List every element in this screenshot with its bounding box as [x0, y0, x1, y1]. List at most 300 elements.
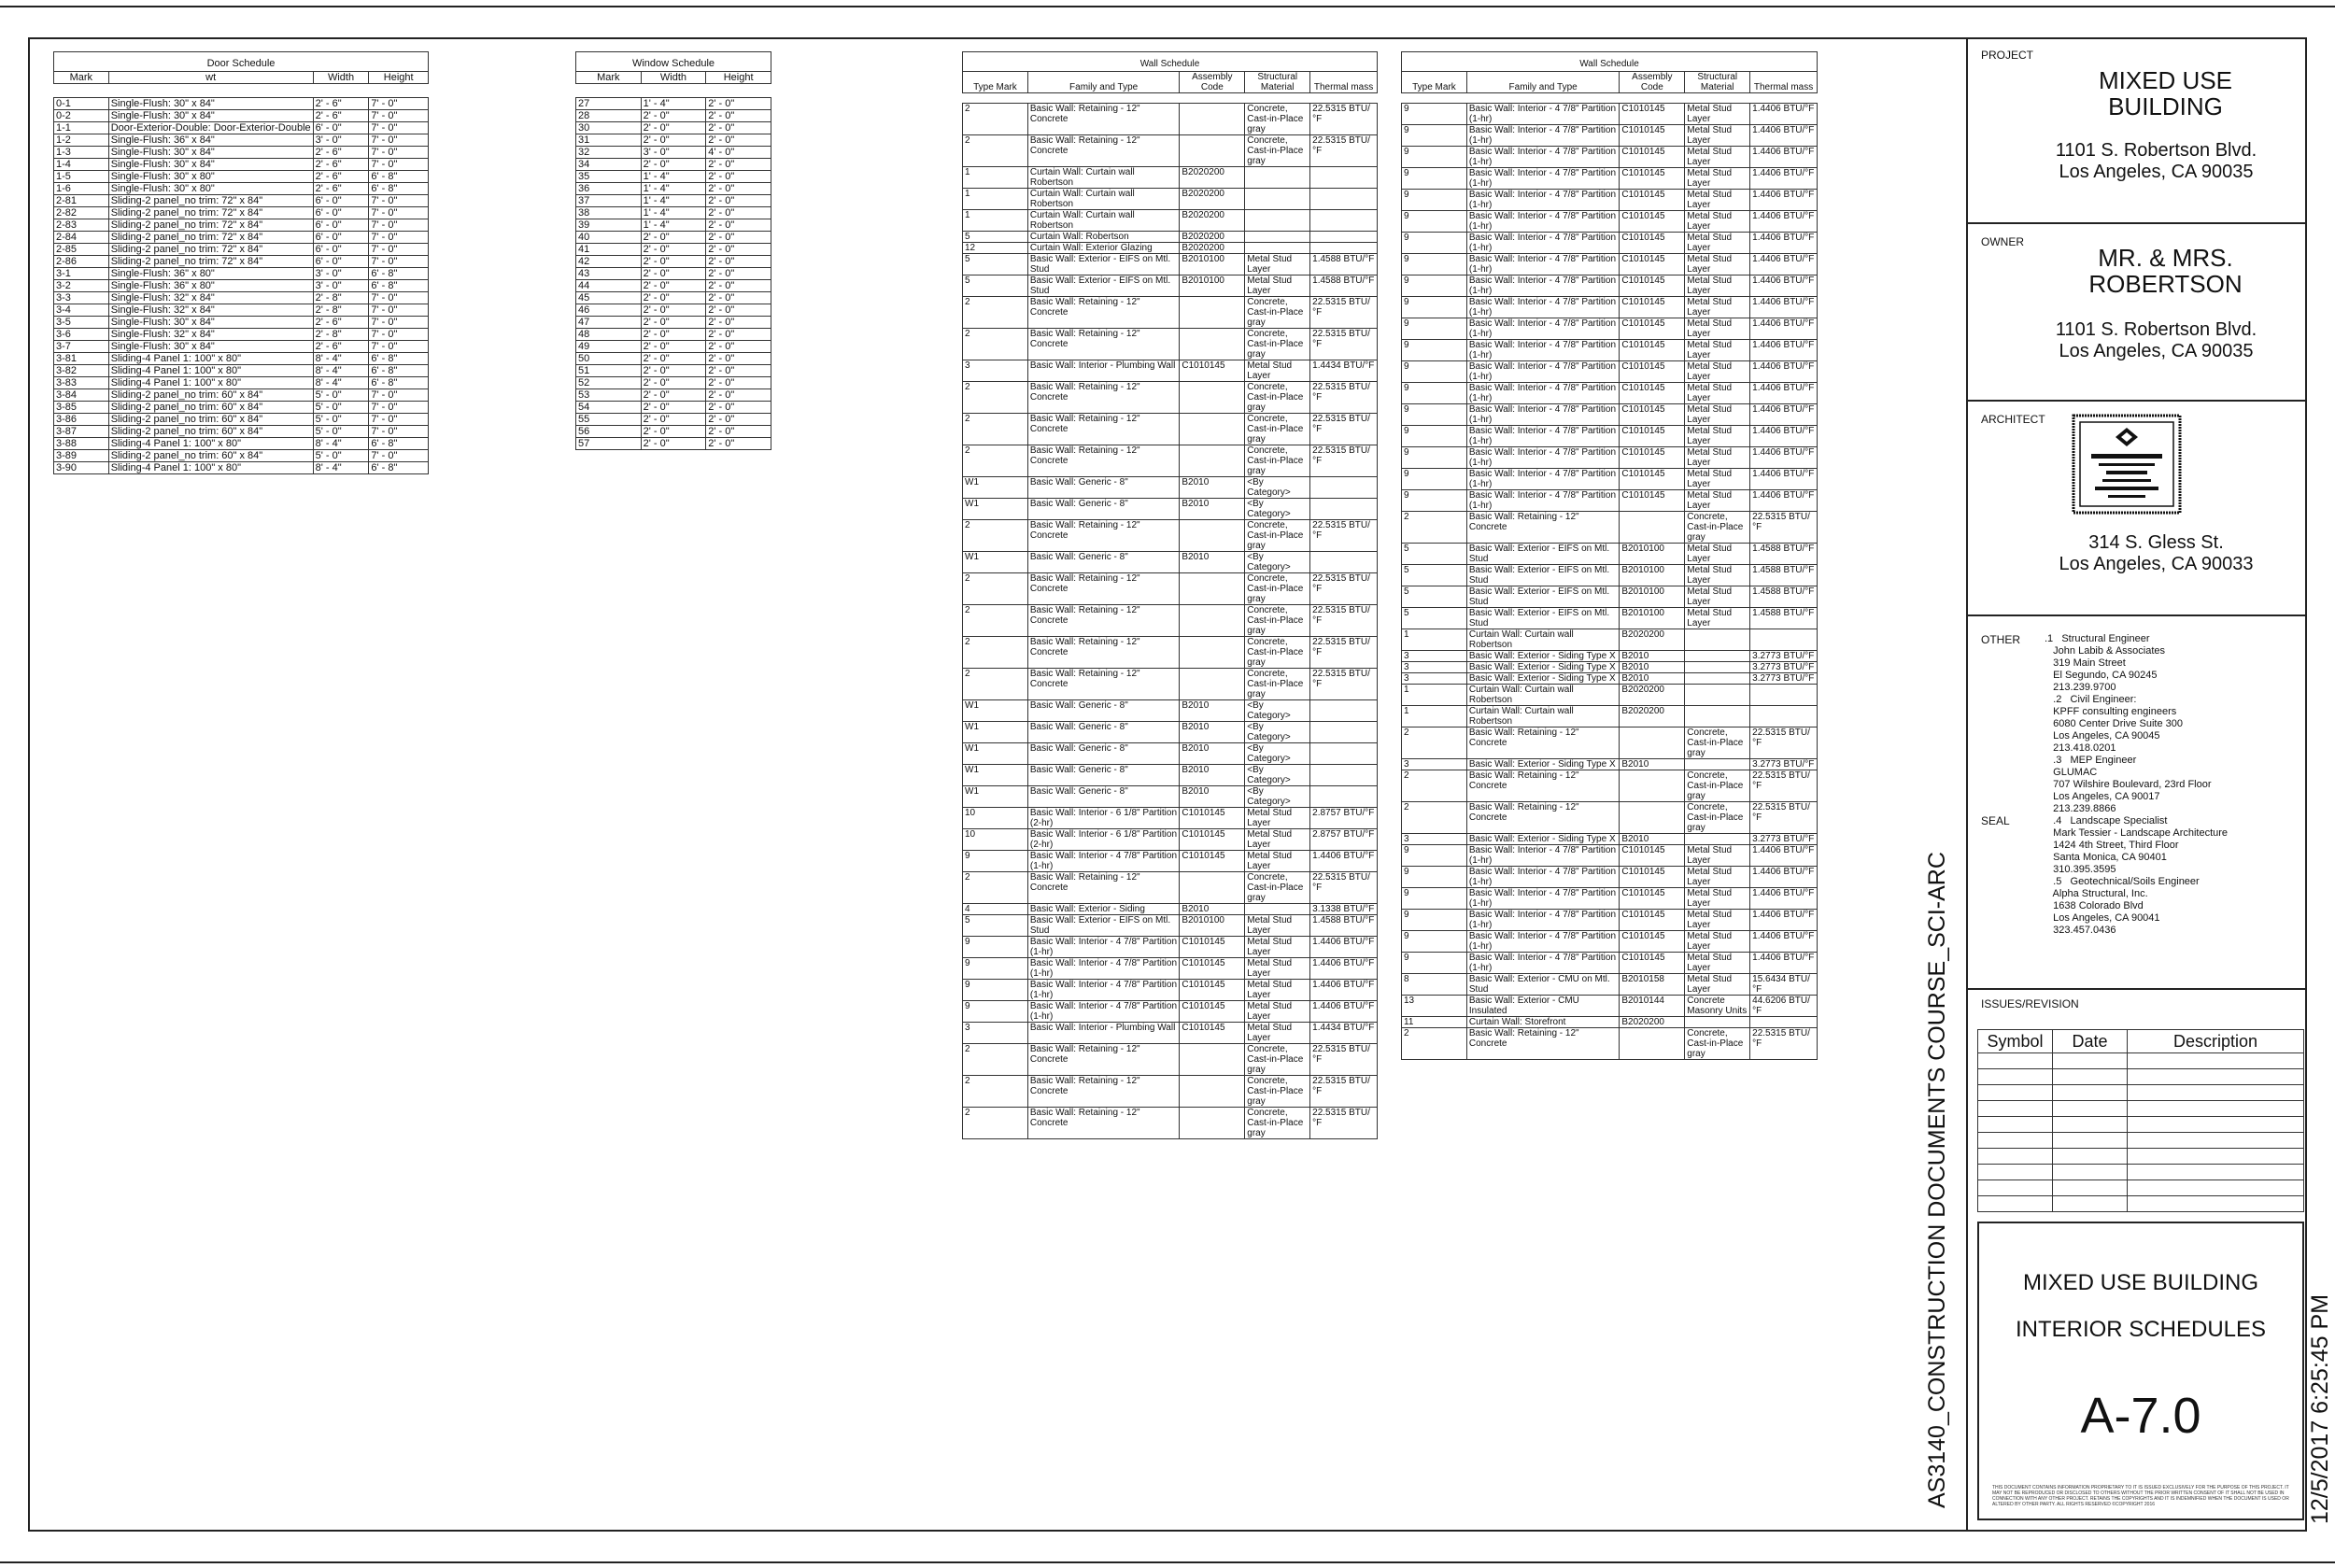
table-cell: 22.5315 BTU/°F: [1310, 135, 1378, 167]
table-cell: 1-6: [54, 183, 109, 195]
table-cell: Metal Stud Layer: [1685, 254, 1750, 275]
table-cell: 6' - 0": [313, 195, 369, 207]
table-row: [54, 268, 429, 280]
table-cell: 7' - 0": [369, 450, 429, 462]
table-cell: Basic Wall: Retaining - 12" Concrete: [1466, 1028, 1620, 1060]
table-cell: Basic Wall: Exterior - CMU on Mtl. Stud: [1466, 974, 1620, 996]
table-cell: [1685, 685, 1750, 706]
table-cell: C1010145: [1180, 851, 1245, 872]
table-cell: W1: [963, 765, 1028, 786]
table-cell: 6' - 0": [313, 232, 369, 244]
table-row: [1402, 297, 1818, 318]
table-cell: 32: [576, 147, 642, 159]
table-row: [963, 1108, 1378, 1139]
table-cell: 2' - 0": [641, 402, 706, 414]
table-row: [963, 275, 1378, 297]
table-cell: 22.5315 BTU/°F: [1750, 512, 1818, 544]
table-cell: 2' - 0": [706, 183, 771, 195]
table-cell: 1.4406 BTU/°F: [1750, 490, 1818, 512]
table-cell: Sliding-2 panel_no trim: 60" x 84": [108, 402, 313, 414]
table-cell: Sliding-2 panel_no trim: 72" x 84": [108, 207, 313, 219]
revision-cell: [2053, 1133, 2128, 1149]
table-cell: B2010: [1620, 662, 1685, 673]
table-cell: Basic Wall: Generic - 8": [1027, 786, 1180, 808]
table-row: [963, 743, 1378, 765]
table-row: [576, 341, 771, 353]
table-row: [1402, 673, 1818, 685]
table-cell: 2: [963, 329, 1028, 360]
table-row: [54, 256, 429, 268]
revision-row: [1978, 1149, 2304, 1165]
table-cell: [1180, 297, 1245, 329]
table-row: [576, 98, 771, 110]
table-cell: Single-Flush: 36" x 84": [108, 134, 313, 147]
table-cell: Sliding-2 panel_no trim: 60" x 84": [108, 389, 313, 402]
table-cell: Metal Stud Layer: [1245, 958, 1310, 980]
table-cell: 2-85: [54, 244, 109, 256]
wall2-header-thermal: Thermal mass: [1750, 72, 1818, 93]
revision-cell: [1978, 1101, 2053, 1117]
table-cell: Metal Stud Layer: [1685, 233, 1750, 254]
table-cell: Basic Wall: Interior - 4 7/8" Partition (1-hr): [1466, 275, 1620, 297]
table-cell: 9: [1402, 447, 1467, 469]
table-row: [963, 851, 1378, 872]
table-cell: [1750, 706, 1818, 727]
table-cell: Metal Stud Layer: [1685, 974, 1750, 996]
table-row: [963, 499, 1378, 520]
table-cell: 9: [1402, 340, 1467, 361]
table-cell: Metal Stud Layer: [1685, 297, 1750, 318]
table-cell: C1010145: [1620, 318, 1685, 340]
table-cell: 1.4406 BTU/°F: [1750, 275, 1818, 297]
table-cell: 55: [576, 414, 642, 426]
table-row: [963, 104, 1378, 135]
table-cell: Basic Wall: Interior - 4 7/8" Partition (1-hr): [1466, 867, 1620, 888]
table-cell: 2' - 8": [313, 292, 369, 304]
table-row: [54, 377, 429, 389]
table-row: [576, 329, 771, 341]
table-cell: Sliding-2 panel_no trim: 60" x 84": [108, 414, 313, 426]
table-cell: Metal Stud Layer: [1685, 340, 1750, 361]
table-row: [963, 605, 1378, 637]
table-cell: Metal Stud Layer: [1245, 937, 1310, 958]
table-cell: 1' - 4": [641, 98, 706, 110]
table-row: [963, 360, 1378, 382]
table-cell: 1.4406 BTU/°F: [1750, 125, 1818, 147]
table-cell: 1: [1402, 706, 1467, 727]
table-cell: Metal Stud Layer: [1685, 447, 1750, 469]
table-row: [1402, 953, 1818, 974]
table-cell: 38: [576, 207, 642, 219]
table-cell: [1310, 743, 1378, 765]
table-cell: 9: [1402, 275, 1467, 297]
table-cell: 56: [576, 426, 642, 438]
table-cell: B2010: [1180, 700, 1245, 722]
table-cell: 9: [1402, 867, 1467, 888]
table-cell: Basic Wall: Exterior - EIFS on Mtl. Stud: [1466, 544, 1620, 565]
table-cell: [1180, 135, 1245, 167]
window-schedule-title: Window Schedule: [576, 52, 771, 72]
table-cell: [1245, 232, 1310, 243]
architect-address-line-2: Los Angeles, CA 90033: [2059, 554, 2254, 574]
door-header-mark: Mark: [54, 72, 109, 84]
table-row: [1402, 586, 1818, 608]
table-cell: 2: [963, 297, 1028, 329]
table-cell: 40: [576, 232, 642, 244]
table-cell: Basic Wall: Retaining - 12" Concrete: [1027, 637, 1180, 669]
table-row: [576, 171, 771, 183]
revision-row: [1978, 1196, 2304, 1212]
table-cell: Basic Wall: Retaining - 12" Concrete: [1027, 1076, 1180, 1108]
sheet-bottom-line: [0, 1561, 2335, 1563]
table-cell: Metal Stud Layer: [1245, 275, 1310, 297]
revision-cell: [1978, 1117, 2053, 1133]
table-cell: Basic Wall: Interior - 4 7/8" Partition (1-hr): [1466, 953, 1620, 974]
table-cell: 27: [576, 98, 642, 110]
table-cell: 2: [963, 445, 1028, 477]
table-cell: Basic Wall: Retaining - 12" Concrete: [1027, 414, 1180, 445]
table-cell: 57: [576, 438, 642, 450]
table-cell: 2' - 0": [706, 207, 771, 219]
table-cell: B2010100: [1180, 254, 1245, 275]
table-cell: 2' - 0": [706, 402, 771, 414]
table-cell: 45: [576, 292, 642, 304]
table-cell: 9: [963, 958, 1028, 980]
table-cell: 1' - 4": [641, 171, 706, 183]
table-cell: Basic Wall: Interior - 4 7/8" Partition (1-hr): [1466, 404, 1620, 426]
table-cell: 3.2773 BTU/°F: [1750, 662, 1818, 673]
table-cell: C1010145: [1180, 980, 1245, 1001]
table-cell: 2: [1402, 802, 1467, 834]
table-cell: 1.4406 BTU/°F: [1750, 447, 1818, 469]
table-cell: 3-87: [54, 426, 109, 438]
table-cell: 7' - 0": [369, 122, 429, 134]
owner-address-line-1: 1101 S. Robertson Blvd.: [2055, 319, 2257, 340]
table-cell: 2: [963, 573, 1028, 605]
wall-schedule-table-1: [962, 51, 1378, 1139]
revision-row: [1978, 1165, 2304, 1180]
table-cell: Concrete, Cast-in-Place gray: [1685, 1028, 1750, 1060]
table-cell: C1010145: [1620, 211, 1685, 233]
table-cell: B2010100: [1620, 565, 1685, 586]
table-cell: 22.5315 BTU/°F: [1310, 382, 1378, 414]
table-cell: 3.2773 BTU/°F: [1750, 651, 1818, 662]
table-cell: Metal Stud Layer: [1245, 915, 1310, 937]
table-cell: C1010145: [1620, 383, 1685, 404]
table-row: [576, 256, 771, 268]
window-header-width: Width: [641, 72, 706, 84]
table-cell: Sliding-4 Panel 1: 100" x 80": [108, 377, 313, 389]
table-cell: Basic Wall: Retaining - 12" Concrete: [1027, 520, 1180, 552]
revision-cell: [2128, 1117, 2304, 1133]
revision-cell: [2128, 1069, 2304, 1085]
table-cell: 1.4406 BTU/°F: [1750, 953, 1818, 974]
table-cell: 2-81: [54, 195, 109, 207]
table-cell: 2' - 0": [706, 110, 771, 122]
table-cell: 1.4588 BTU/°F: [1750, 608, 1818, 629]
table-cell: 3: [1402, 651, 1467, 662]
table-row: [54, 122, 429, 134]
table-cell: 1-1: [54, 122, 109, 134]
table-cell: 5: [1402, 565, 1467, 586]
table-row: [1402, 565, 1818, 586]
table-cell: C1010145: [1620, 845, 1685, 867]
table-cell: [1180, 414, 1245, 445]
table-cell: 3: [1402, 662, 1467, 673]
table-cell: Curtain Wall: Curtain wall Robertson: [1027, 167, 1180, 189]
table-cell: 7' - 0": [369, 426, 429, 438]
table-cell: Metal Stud Layer: [1685, 953, 1750, 974]
table-cell: Sliding-2 panel_no trim: 72" x 84": [108, 256, 313, 268]
table-cell: 1.4406 BTU/°F: [1310, 937, 1378, 958]
table-cell: 6' - 0": [313, 122, 369, 134]
table-cell: B2010100: [1180, 275, 1245, 297]
table-cell: 2' - 0": [706, 341, 771, 353]
table-cell: 2' - 0": [641, 438, 706, 450]
table-cell: 1.4406 BTU/°F: [1750, 147, 1818, 168]
table-cell: W1: [963, 700, 1028, 722]
revision-cell: [2053, 1165, 2128, 1180]
table-cell: 8: [1402, 974, 1467, 996]
table-cell: B2010: [1180, 765, 1245, 786]
table-cell: 2: [1402, 512, 1467, 544]
table-cell: Concrete, Cast-in-Place gray: [1685, 802, 1750, 834]
wall-schedule-table-2: [1401, 51, 1818, 1060]
table-cell: Basic Wall: Interior - 4 7/8" Partition (1-hr): [1466, 147, 1620, 168]
revision-row: [1978, 1180, 2304, 1196]
table-cell: 1.4406 BTU/°F: [1750, 910, 1818, 931]
table-cell: Concrete, Cast-in-Place gray: [1685, 770, 1750, 802]
table-cell: 2' - 0": [706, 317, 771, 329]
table-row: [54, 280, 429, 292]
table-cell: 2' - 0": [641, 317, 706, 329]
table-cell: Basic Wall: Interior - 6 1/8" Partition (2-hr): [1027, 829, 1180, 851]
table-cell: C1010145: [1180, 808, 1245, 829]
table-row: [963, 722, 1378, 743]
table-cell: B2020200: [1180, 167, 1245, 189]
door-schedule-title: Door Schedule: [54, 52, 429, 72]
revision-cell: [1978, 1069, 2053, 1085]
table-cell: 2' - 0": [641, 377, 706, 389]
table-cell: <By Category>: [1245, 552, 1310, 573]
table-row: [963, 700, 1378, 722]
revision-row: [1978, 1117, 2304, 1133]
table-cell: 22.5315 BTU/°F: [1310, 445, 1378, 477]
table-cell: 9: [1402, 404, 1467, 426]
sheet-title-line-2: INTERIOR SCHEDULES: [2015, 1317, 2267, 1342]
table-row: [1402, 469, 1818, 490]
table-cell: Single-Flush: 30" x 84": [108, 147, 313, 159]
table-cell: 2' - 0": [706, 329, 771, 341]
table-cell: Basic Wall: Retaining - 12" Concrete: [1466, 512, 1620, 544]
table-cell: [1685, 706, 1750, 727]
table-row: [1402, 910, 1818, 931]
table-cell: [1310, 477, 1378, 499]
seal-label: SEAL: [1981, 814, 2010, 827]
table-cell: 2' - 0": [641, 389, 706, 402]
table-cell: 22.5315 BTU/°F: [1750, 802, 1818, 834]
table-row: [576, 232, 771, 244]
revision-section: [1968, 990, 2307, 1214]
table-row: [54, 426, 429, 438]
table-cell: [1180, 637, 1245, 669]
table-cell: Basic Wall: Interior - 4 7/8" Partition (1-hr): [1466, 845, 1620, 867]
table-cell: [1685, 651, 1750, 662]
table-cell: 1.4588 BTU/°F: [1750, 544, 1818, 565]
table-cell: 54: [576, 402, 642, 414]
wall-schedule-1-title: Wall Schedule: [963, 52, 1378, 72]
table-cell: W1: [963, 499, 1028, 520]
table-cell: C1010145: [1180, 1023, 1245, 1044]
table-cell: [1310, 765, 1378, 786]
table-cell: C1010145: [1620, 125, 1685, 147]
table-cell: 2' - 0": [641, 353, 706, 365]
table-cell: [1310, 232, 1378, 243]
table-cell: [1245, 210, 1310, 232]
table-cell: 2' - 8": [313, 329, 369, 341]
table-cell: 3.2773 BTU/°F: [1750, 834, 1818, 845]
window-header-mark: Mark: [576, 72, 642, 84]
table-cell: Basic Wall: Retaining - 12" Concrete: [1027, 104, 1180, 135]
table-cell: Concrete, Cast-in-Place gray: [1245, 1108, 1310, 1139]
table-row: [576, 207, 771, 219]
table-row: [1402, 190, 1818, 211]
door-header-width: Width: [313, 72, 369, 84]
other-label: OTHER: [1981, 633, 2020, 646]
table-cell: Basic Wall: Exterior - EIFS on Mtl. Stud: [1027, 275, 1180, 297]
table-cell: [1685, 673, 1750, 685]
table-cell: 22.5315 BTU/°F: [1310, 104, 1378, 135]
revision-cell: [2053, 1085, 2128, 1101]
table-cell: 2' - 0": [706, 195, 771, 207]
table-cell: 3.2773 BTU/°F: [1750, 673, 1818, 685]
table-cell: Basic Wall: Retaining - 12" Concrete: [1027, 573, 1180, 605]
table-cell: 2' - 0": [641, 292, 706, 304]
table-cell: C1010145: [1620, 931, 1685, 953]
table-cell: Single-Flush: 32" x 84": [108, 329, 313, 341]
project-address-line-2: Los Angeles, CA 90035: [2059, 162, 2254, 182]
table-cell: [1310, 167, 1378, 189]
table-cell: 7' - 0": [369, 147, 429, 159]
table-cell: Concrete, Cast-in-Place gray: [1245, 573, 1310, 605]
window-header-height: Height: [706, 72, 771, 84]
table-cell: C1010145: [1620, 361, 1685, 383]
table-cell: 13: [1402, 996, 1467, 1017]
table-cell: 2: [963, 382, 1028, 414]
table-cell: [1180, 872, 1245, 904]
table-cell: 31: [576, 134, 642, 147]
table-cell: 6' - 8": [369, 171, 429, 183]
table-cell: W1: [963, 552, 1028, 573]
table-row: [963, 189, 1378, 210]
table-cell: Metal Stud Layer: [1245, 1001, 1310, 1023]
revision-cell: [2053, 1069, 2128, 1085]
table-cell: Metal Stud Layer: [1685, 931, 1750, 953]
table-cell: 9: [963, 937, 1028, 958]
table-cell: 3-81: [54, 353, 109, 365]
table-cell: 2' - 8": [313, 304, 369, 317]
course-label: AS3140_CONSTRUCTION DOCUMENTS COURSE_SCI-ARC: [1924, 852, 1950, 1508]
table-cell: 2' - 0": [706, 280, 771, 292]
table-cell: W1: [963, 743, 1028, 765]
table-cell: 1.4406 BTU/°F: [1310, 1001, 1378, 1023]
rev-header-symbol: Symbol: [1978, 1030, 2053, 1053]
table-cell: C1010145: [1620, 447, 1685, 469]
table-cell: Metal Stud Layer: [1685, 426, 1750, 447]
table-row: [54, 171, 429, 183]
table-cell: Basic Wall: Retaining - 12" Concrete: [1027, 329, 1180, 360]
table-cell: 2' - 0": [706, 98, 771, 110]
rev-header-date: Date: [2053, 1030, 2128, 1053]
table-cell: 3' - 0": [313, 134, 369, 147]
table-cell: 9: [1402, 233, 1467, 254]
revision-cell: [2053, 1149, 2128, 1165]
revision-cell: [2053, 1180, 2128, 1196]
table-row: [54, 292, 429, 304]
table-cell: B2010100: [1620, 608, 1685, 629]
table-cell: C1010145: [1180, 1001, 1245, 1023]
table-cell: 6' - 0": [313, 256, 369, 268]
table-cell: Basic Wall: Interior - 4 7/8" Partition (1-hr): [1466, 125, 1620, 147]
table-cell: Basic Wall: Interior - 4 7/8" Partition (1-hr): [1466, 318, 1620, 340]
table-row: [1402, 867, 1818, 888]
table-cell: Basic Wall: Retaining - 12" Concrete: [1027, 297, 1180, 329]
table-row: [54, 207, 429, 219]
table-cell: C1010145: [1620, 426, 1685, 447]
table-cell: Metal Stud Layer: [1245, 808, 1310, 829]
architect-stamp-logo: [2071, 413, 2183, 516]
table-cell: 3-1: [54, 268, 109, 280]
table-cell: 1.4406 BTU/°F: [1750, 845, 1818, 867]
table-cell: B2010: [1620, 651, 1685, 662]
table-row: [1402, 651, 1818, 662]
table-cell: 9: [963, 851, 1028, 872]
table-cell: Basic Wall: Interior - 4 7/8" Partition (1-hr): [1466, 888, 1620, 910]
table-cell: 2' - 0": [706, 219, 771, 232]
table-cell: Basic Wall: Retaining - 12" Concrete: [1027, 1044, 1180, 1076]
table-cell: C1010145: [1180, 958, 1245, 980]
revision-cell: [1978, 1149, 2053, 1165]
table-cell: C1010145: [1620, 910, 1685, 931]
owner-label: OWNER: [1981, 235, 2024, 248]
table-cell: 1.4406 BTU/°F: [1750, 404, 1818, 426]
table-cell: Basic Wall: Exterior - Siding Type X: [1466, 673, 1620, 685]
table-cell: 47: [576, 317, 642, 329]
table-cell: 1-3: [54, 147, 109, 159]
table-cell: 2' - 0": [641, 341, 706, 353]
table-row: [1402, 996, 1818, 1017]
table-row: [576, 365, 771, 377]
table-cell: Concrete, Cast-in-Place gray: [1245, 445, 1310, 477]
table-cell: <By Category>: [1245, 765, 1310, 786]
table-cell: Basic Wall: Exterior - EIFS on Mtl. Stud: [1027, 915, 1180, 937]
table-row: [1402, 802, 1818, 834]
table-cell: 6' - 8": [369, 365, 429, 377]
table-cell: Metal Stud Layer: [1685, 469, 1750, 490]
architect-address-line-1: 314 S. Gless St.: [2088, 532, 2224, 553]
table-cell: 9: [1402, 168, 1467, 190]
table-cell: Concrete, Cast-in-Place gray: [1685, 727, 1750, 759]
table-cell: Door-Exterior-Double: Door-Exterior-Double: [108, 122, 313, 134]
table-row: [963, 637, 1378, 669]
table-cell: Single-Flush: 30" x 84": [108, 110, 313, 122]
table-cell: Basic Wall: Retaining - 12" Concrete: [1027, 445, 1180, 477]
table-cell: 34: [576, 159, 642, 171]
table-cell: C1010145: [1620, 953, 1685, 974]
table-cell: 6' - 0": [313, 207, 369, 219]
table-cell: 1.4588 BTU/°F: [1310, 275, 1378, 297]
table-cell: 1: [963, 210, 1028, 232]
